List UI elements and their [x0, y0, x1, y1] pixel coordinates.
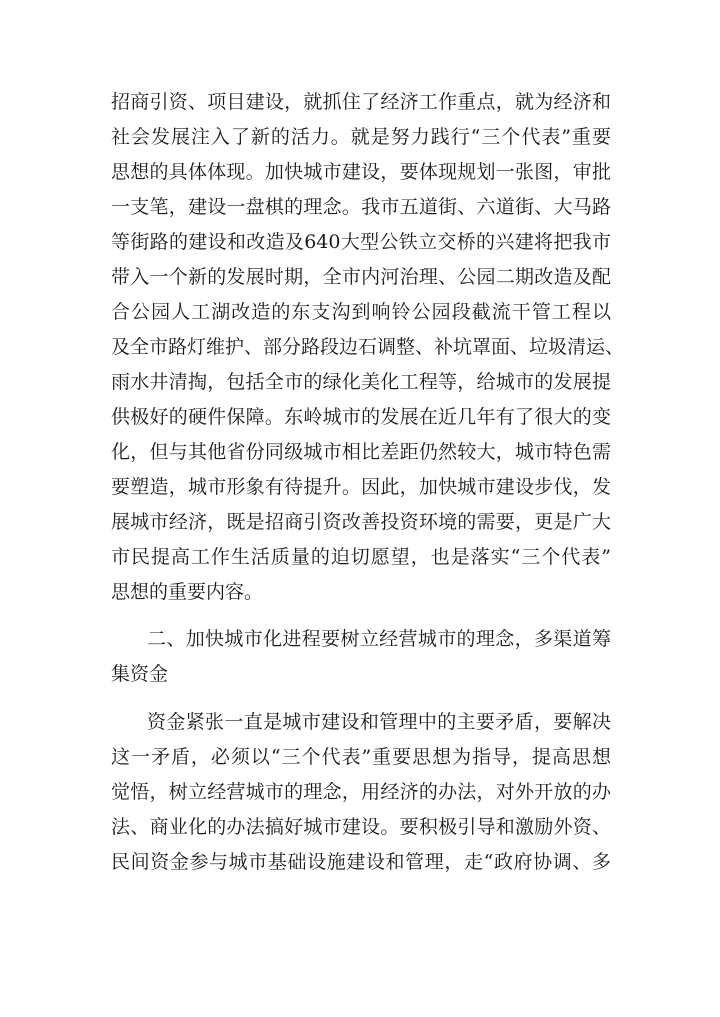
text-line: 展城市经济，既是招商引资改善投资环境的需要，更是广大: [111, 511, 611, 533]
text-line: 合公园人工湖改造的东支沟到响铃公园段截流干管工程以: [111, 301, 611, 323]
text-line: 这一矛盾，必须以“三个代表”重要思想为指导，提高思想: [111, 746, 611, 768]
text-line: 社会发展注入了新的活力。就是努力践行“三个代表”重要: [111, 126, 611, 148]
text-line: 一支笔，建设一盘棋的理念。我市五道街、六道街、大马路: [111, 196, 611, 218]
text-line: 等街路的建设和改造及640大型公铁立交桥的兴建将把我市: [111, 231, 611, 253]
text-line: 要塑造，城市形象有待提升。因此，加快城市建设步伐，发: [111, 476, 611, 498]
section-heading-line: 二、加快城市化进程要树立经营城市的理念，多渠道筹: [147, 628, 611, 650]
text-line: 思想的具体体现。加快城市建设，要体现规划一张图，审批: [111, 161, 611, 183]
text-line: 思想的重要内容。: [111, 581, 264, 603]
text-line: 化，但与其他省份同级城市相比差距仍然较大，城市特色需: [111, 441, 611, 463]
text-line: 觉悟，树立经营城市的理念，用经济的办法，对外开放的办: [111, 781, 611, 803]
text-line: 招商引资、项目建设，就抓住了经济工作重点，就为经济和: [111, 91, 611, 113]
section-heading-line: 集资金: [111, 663, 169, 685]
text-line: 民间资金参与城市基础设施建设和管理，走“政府协调、多: [111, 851, 611, 873]
text-line: 及全市路灯维护、部分路段边石调整、补坑罩面、垃圾清运、: [111, 336, 625, 358]
text-line: 带入一个新的发展时期，全市内河治理、公园二期改造及配: [111, 266, 611, 288]
text-line: 法、商业化的办法搞好城市建设。要积极引导和激励外资、: [111, 816, 611, 838]
text-line: 供极好的硬件保障。东岭城市的发展在近几年有了很大的变: [111, 406, 611, 428]
text-line: 雨水井清掏，包括全市的绿化美化工程等，给城市的发展提: [111, 371, 611, 393]
text-line: 市民提高工作生活质量的迫切愿望，也是落实“三个代表”: [111, 546, 611, 568]
text-line: 资金紧张一直是城市建设和管理中的主要矛盾，要解决: [147, 711, 611, 733]
